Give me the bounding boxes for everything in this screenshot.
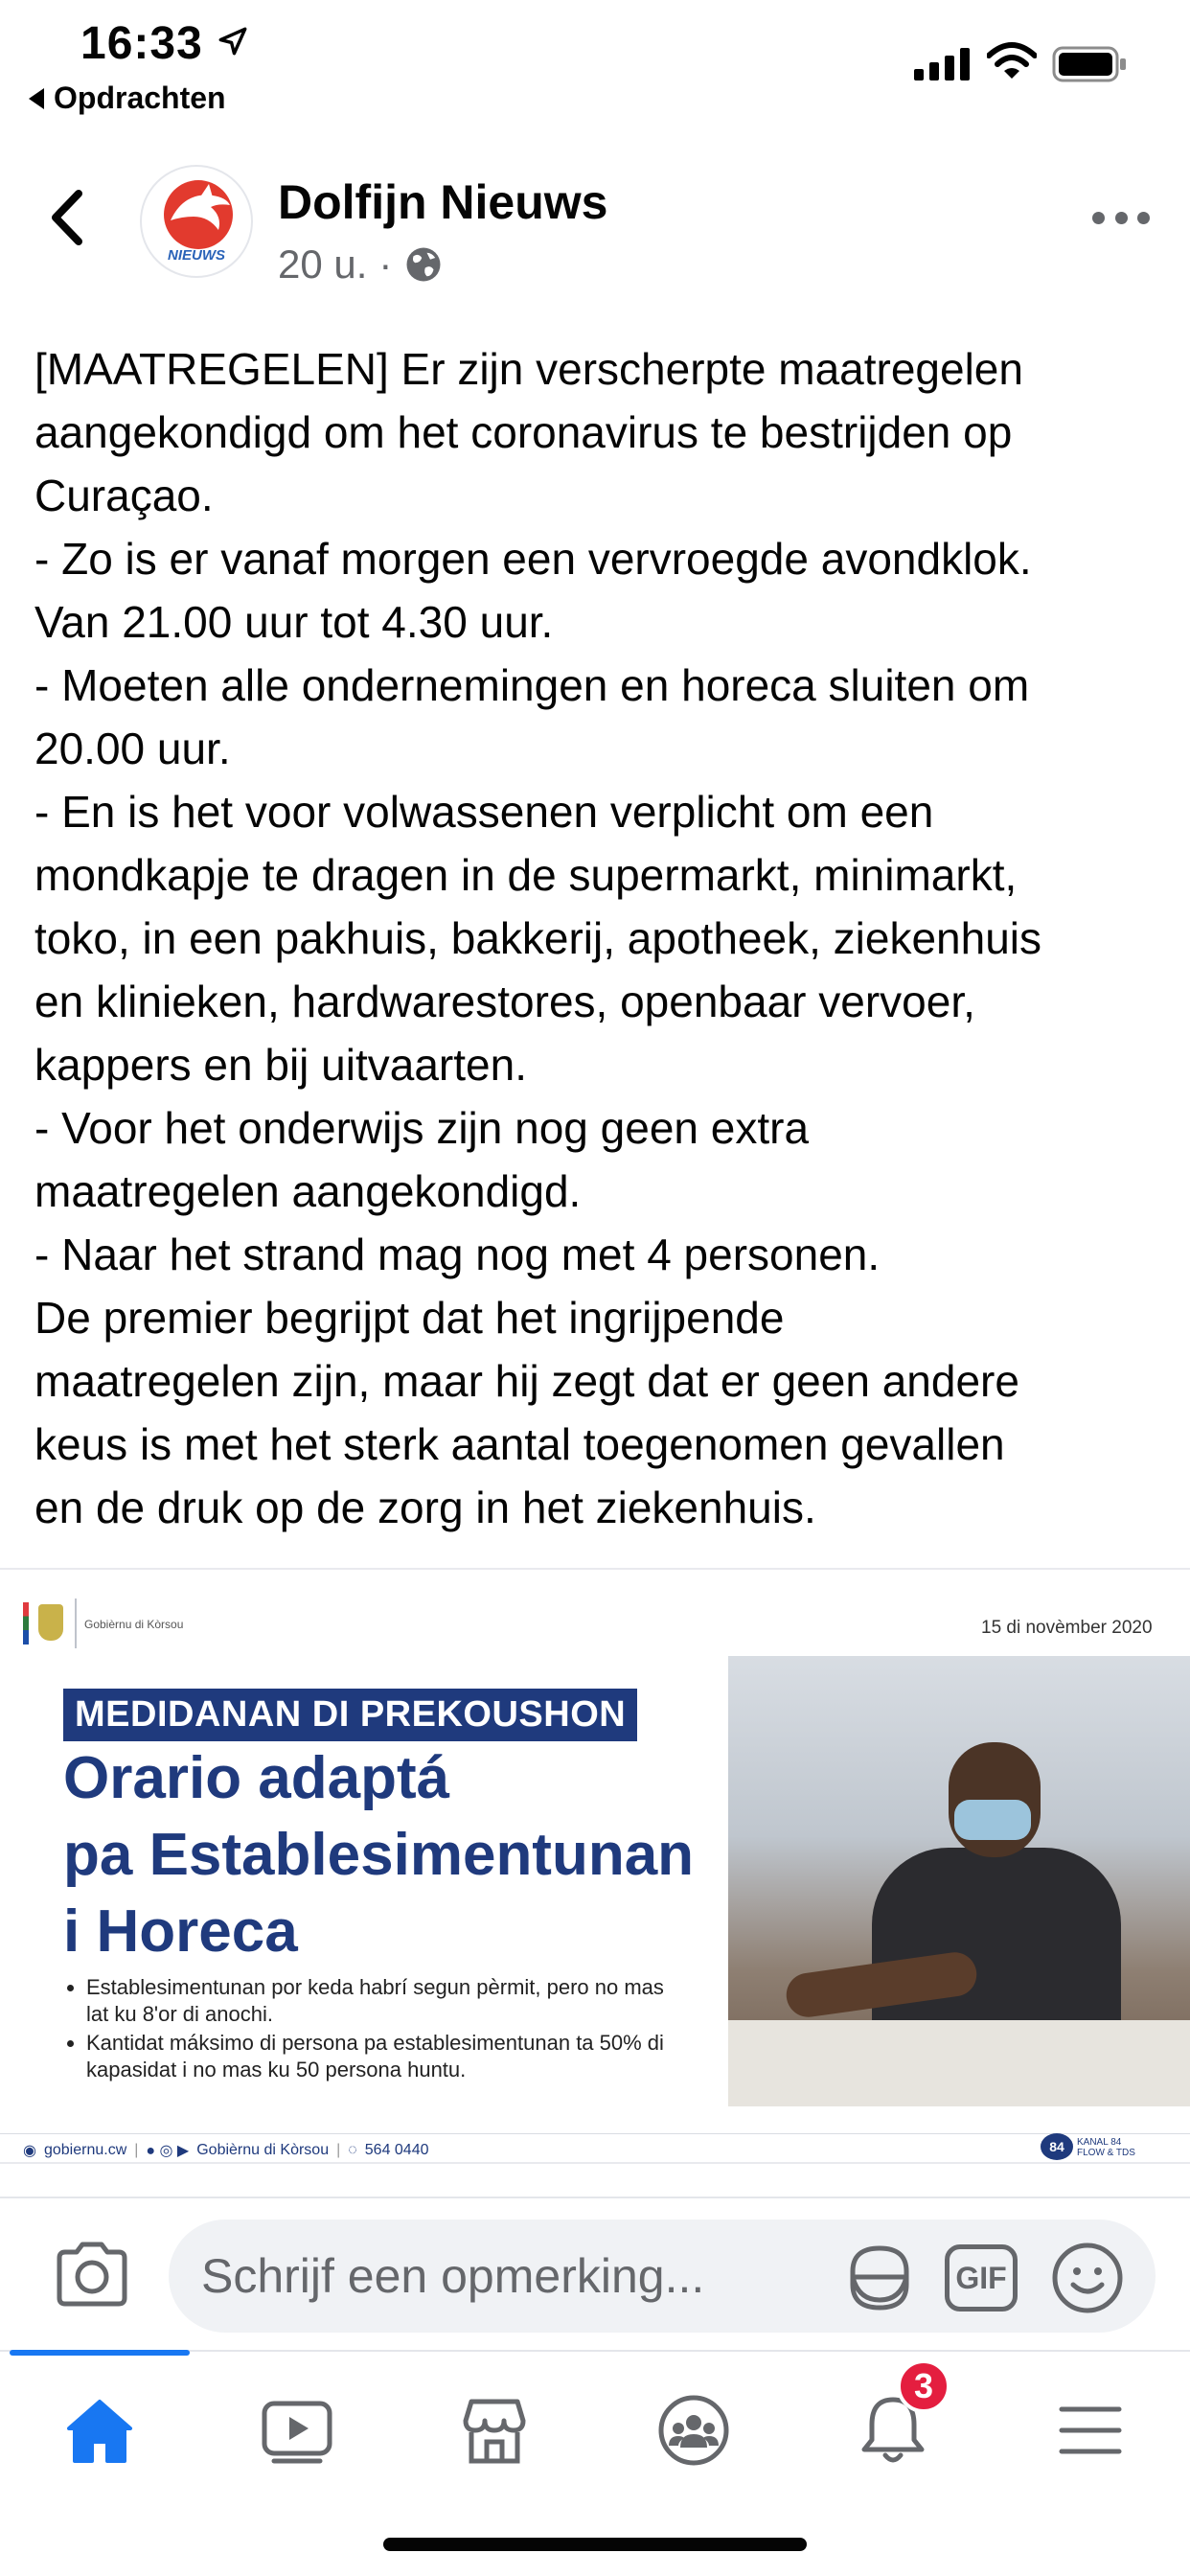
post-text-line: - Moeten alle ondernemingen en horeca sluiten om: [34, 660, 1030, 710]
home-indicator[interactable]: [383, 2538, 807, 2551]
post-text-line: maatregelen zijn, maar hij zegt dat er geen andere: [34, 1356, 1019, 1406]
avatar-label: NIEUWS: [168, 247, 225, 264]
post-text-line: De premier begrijpt dat het ingrijpende: [34, 1293, 785, 1343]
sticker-icon[interactable]: [843, 2242, 916, 2313]
meta-separator: ·: [378, 242, 393, 287]
battery-icon: [1052, 46, 1129, 82]
image-headline-line: pa Establesimentunan: [63, 1822, 695, 1888]
shop-icon: [456, 2392, 533, 2469]
image-headline-line: i Horeca: [63, 1898, 298, 1965]
comment-bar: [0, 2196, 1190, 2350]
kanal84-text: [1077, 2137, 1135, 2158]
dot-icon: [1115, 212, 1128, 224]
location-arrow-icon: [217, 25, 249, 58]
post-time[interactable]: 20 u.: [278, 242, 368, 287]
cellular-signal-icon: [914, 48, 972, 80]
tab-groups[interactable]: [646, 2382, 742, 2478]
flag-icon: [23, 1602, 29, 1644]
post-text-line: - Zo is er vanaf morgen een vervroegde avondklok.: [34, 534, 1032, 584]
globe-icon: [403, 244, 444, 285]
status-time: 16:33: [80, 18, 203, 69]
image-banner: MEDIDANAN DI PREKOUSHON: [63, 1689, 637, 1741]
post-text: [34, 337, 1165, 1539]
post-text-line: [MAATREGELEN] Er zijn verscherpte maatregelen: [34, 344, 1023, 394]
post-text-line: Van 21.00 uur tot 4.30 uur.: [34, 597, 554, 647]
photo-table: [728, 2020, 1190, 2106]
divider: [0, 2133, 1190, 2134]
social-icons: ● ◎ ▶: [146, 2143, 190, 2159]
whatsapp-icon: ◌: [348, 2142, 357, 2158]
hamburger-menu-icon: [1052, 2392, 1129, 2469]
image-footer: [23, 2141, 429, 2160]
groups-icon: [655, 2392, 732, 2469]
post-text-line: kappers en bij uitvaarten.: [34, 1040, 527, 1090]
home-icon: [61, 2392, 138, 2469]
government-name: Gobièrnu di Kòrsou: [84, 1618, 184, 1631]
tab-marketplace[interactable]: [446, 2382, 542, 2478]
post-text-line: mondkapje te dragen in de supermarkt, minimarkt,: [34, 850, 1018, 900]
tab-menu[interactable]: [1042, 2382, 1138, 2478]
post-text-line: en klinieken, hardwarestores, openbaar vervoer,: [34, 977, 975, 1026]
post-text-line: - Voor het onderwijs zijn nog geen extra: [34, 1103, 810, 1153]
emoji-icon[interactable]: [1050, 2241, 1125, 2315]
web-icon: ◉: [23, 2143, 36, 2159]
more-options-button[interactable]: [1092, 203, 1150, 232]
dot-icon: [1137, 212, 1150, 224]
footer-separator: |: [336, 2142, 341, 2158]
divider: [75, 1598, 77, 1648]
post-text-line: maatregelen aangekondigd.: [34, 1166, 582, 1216]
video-play-icon: [259, 2392, 335, 2469]
back-to-app-button[interactable]: [29, 80, 226, 116]
image-bullet: • Establesimentunan por keda habrí segun pèrmit, pero no mas lat ku 8'or di anochi.: [86, 1974, 680, 2028]
tab-watch[interactable]: [249, 2382, 345, 2478]
post-text-line: 20.00 uur.: [34, 724, 231, 773]
footer-social: Gobièrnu di Kòrsou: [196, 2142, 330, 2158]
footer-website: gobiernu.cw: [43, 2142, 127, 2158]
post-text-line: aangekondigd om het coronavirus te bestrijden op: [34, 407, 1013, 457]
post-text-line: toko, in een pakhuis, bakkerij, apotheek, ziekenhuis: [34, 913, 1041, 963]
post-text-line: - En is het voor volwassenen verplicht om een: [34, 787, 934, 837]
active-tab-indicator: [10, 2350, 190, 2356]
back-triangle-icon: [29, 88, 44, 109]
photo-waiter-cleaning-table: [728, 1656, 1190, 2106]
tab-home[interactable]: [52, 2382, 148, 2478]
back-app-label: Opdrachten: [54, 80, 226, 115]
image-date: 15 di novèmber 2020: [981, 1618, 1153, 1638]
post-text-line: - Naar het strand mag nog met 4 personen.: [34, 1230, 881, 1279]
kanal84-text-line: FLOW & TDS: [1077, 2148, 1135, 2158]
status-bar: [0, 0, 1190, 125]
photo-mask: [954, 1800, 1031, 1840]
notification-badge: 3: [897, 2359, 950, 2413]
page-name[interactable]: Dolfijn Nieuws: [278, 175, 608, 229]
post-meta: [278, 242, 444, 288]
post-attached-image[interactable]: [0, 1568, 1190, 2164]
post-text-line: Curaçao.: [34, 471, 214, 520]
camera-icon[interactable]: [54, 2239, 130, 2308]
wifi-icon: [987, 42, 1037, 80]
post-text-line: en de druk op de zorg in het ziekenhuis.: [34, 1483, 816, 1532]
post-text-line: keus is met het sterk aantal toegenomen gevallen: [34, 1419, 1005, 1469]
footer-phone: 564 0440: [364, 2142, 429, 2158]
footer-separator: |: [134, 2142, 139, 2158]
dot-icon: [1092, 212, 1105, 224]
kanal84-logo: 84: [1041, 2133, 1073, 2160]
gif-button[interactable]: GIF: [945, 2244, 1018, 2312]
back-chevron-icon[interactable]: [44, 186, 92, 249]
kanal84-text-line: KANAL 84: [1077, 2137, 1122, 2148]
crest-icon: [38, 1604, 63, 1641]
page-avatar[interactable]: [140, 165, 253, 278]
image-bullet: • Kantidat máksimo di persona pa establesimentunan ta 50% di kapasidat i no mas ku 50 persona huntu.: [86, 2030, 680, 2083]
image-bullets: [86, 1974, 680, 2085]
image-headline-line: Orario adaptá: [63, 1745, 450, 1811]
